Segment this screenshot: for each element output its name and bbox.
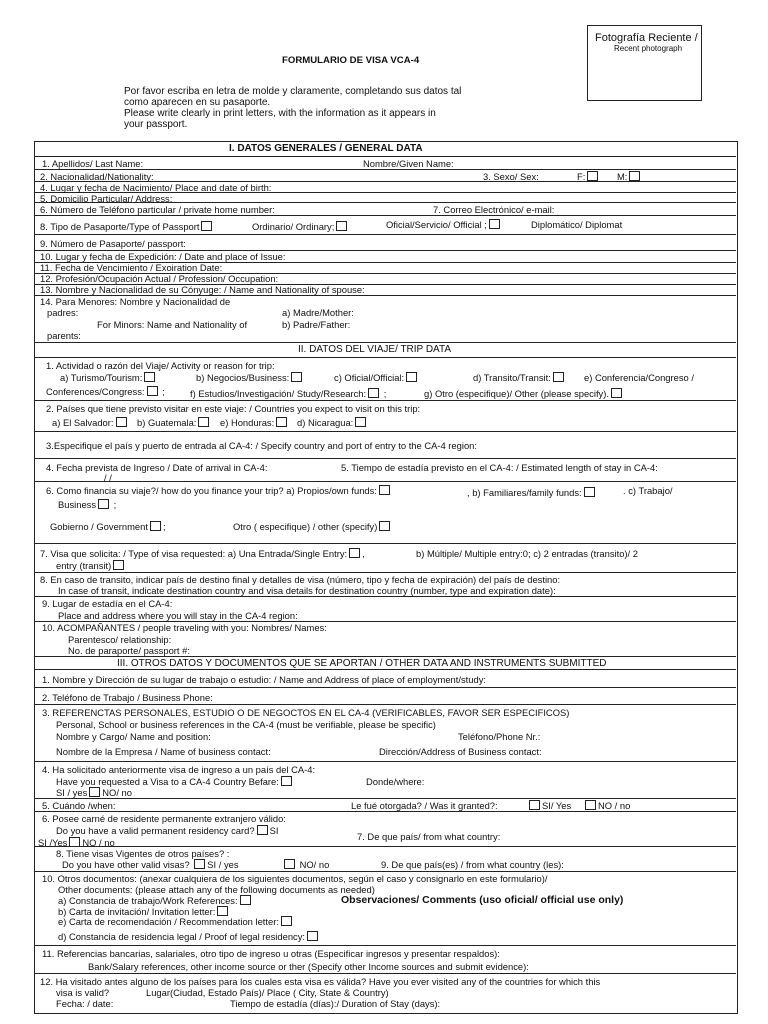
reference-company-label: Nombre de la Empresa / Name of business contact: — [56, 746, 271, 757]
other-visas-label: 8. Tiene visas Vigentes de otros países? : — [56, 848, 230, 859]
residency-country-label: 7. De que país/ from what country: — [357, 831, 501, 842]
expiration-date-label: 11. Fecha de Vencimiento / Exoiration Date: — [40, 262, 223, 273]
country-nicaragua-option[interactable] — [297, 417, 368, 428]
address-label: 5. Domicilio Particular/ Address: — [40, 193, 173, 204]
previous-visa-label-english — [56, 776, 294, 787]
finance-label — [46, 485, 392, 496]
row-divider — [34, 811, 736, 812]
residency-card-yes-checkbox[interactable] — [257, 825, 268, 835]
companions-relationship-label: Parentesco/ relationship: — [68, 634, 172, 645]
country-nicaragua-label: d) Nicaragua: — [297, 417, 354, 428]
section-2-header: II. DATOS DEL VIAJE/ TRIP DATA — [298, 344, 452, 355]
trip-business-option[interactable] — [196, 372, 304, 383]
intro-line: Please write clearly in print letters, with the information as it appears in — [124, 108, 436, 119]
row-divider — [34, 357, 736, 358]
transit-destination-label: 8. En caso de transito, indicar país de destino final y detalles de visa (número, tipo y fecha de expiración) del país de destino: — [40, 574, 561, 585]
intro-line: Por favor escriba en letra de molde y claramente, completando sus datos tal — [124, 86, 462, 97]
trip-tourism-option[interactable] — [60, 372, 157, 383]
trip-conference-option[interactable] — [46, 386, 165, 397]
trip-business-label: b) Negocios/Business: — [196, 372, 290, 383]
passport-official-checkbox[interactable] — [489, 219, 500, 229]
visa-granted-no-label: NO / no — [598, 800, 631, 811]
row-divider — [34, 798, 736, 799]
finance-business-checkbox[interactable] — [98, 499, 109, 509]
row-divider — [34, 400, 736, 401]
photo-label: Fotografía Reciente / — [595, 32, 698, 44]
other-visas-yes-checkbox[interactable] — [194, 859, 205, 869]
other-visas-no-label: NO/ no — [299, 859, 330, 870]
countries-to-visit-label: 2. Países que tiene previsto visitar en este viaje: / Countries you expect to visit on this trip: — [46, 403, 421, 414]
section-1-header: I. DATOS GENERALES / GENERAL DATA — [229, 143, 423, 154]
port-of-entry-label: 3.Especifique el país y puerto de entrada al CA-4: / Specify country and port of entry to the CA-4 region: — [46, 440, 477, 451]
recommendation-letter-option[interactable] — [58, 916, 294, 927]
work-reference-label: a) Constancia de trabajo/Work References: — [58, 895, 238, 906]
visa-transit-option[interactable] — [56, 560, 126, 571]
recommendation-letter-label: e) Carta de recomendación / Recommendation letter: — [58, 916, 279, 927]
semicolon: ; — [162, 386, 165, 397]
semicolon: ; — [331, 221, 335, 232]
country-honduras-label: e) Honduras: — [220, 417, 275, 428]
semicolon: ; — [383, 388, 387, 399]
finance-other-option[interactable] — [233, 521, 392, 532]
reference-address-label: Dirección/Address of Business contact: — [379, 746, 542, 757]
finance-government-checkbox[interactable] — [150, 521, 161, 531]
previous-visa-yes-checkbox[interactable] — [89, 787, 100, 797]
country-el-salvador-option[interactable] — [52, 417, 129, 428]
trip-official-checkbox[interactable] — [406, 372, 417, 382]
row-divider — [34, 431, 736, 432]
residency-card-label-english — [56, 825, 278, 836]
references-label: 3. REFERENCTAS PERSONALES, ESTUDIO O DE NEGOCTOS EN EL CA-4 (VERIFICABLES, FAVOR SER ESPECIFICOS) — [42, 707, 570, 718]
residency-card-no-checkbox[interactable] — [69, 837, 80, 847]
minors-label-english: For Minors: Name and Nationality of — [97, 319, 248, 330]
minors-label: 14. Para Menores: Nombre y Nacionalidad de — [40, 296, 231, 307]
row-divider — [34, 169, 736, 170]
previous-visa-yes-label: SI / yes — [56, 787, 88, 798]
row-divider — [34, 761, 736, 762]
work-reference-option[interactable] — [58, 895, 253, 906]
other-visas-country-label: 9. De que país(es) / from what country (les): — [381, 859, 564, 870]
country-guatemala-label: b) Guatemala: — [137, 417, 197, 428]
home-phone-label: 6. Número de Teléfono particular / private home number: — [40, 204, 275, 215]
birth-place-date-label: 4. Lugar y fecha de Nacimiento/ Place and date of birth: — [40, 182, 272, 193]
row-divider — [34, 945, 736, 946]
country-nicaragua-checkbox[interactable] — [355, 417, 366, 427]
legal-residency-option[interactable] — [58, 931, 320, 942]
trip-study-option[interactable] — [190, 388, 386, 399]
passport-type-text: 8. Tipo de Pasaporte/Type of Passport — [40, 221, 200, 232]
row-divider — [34, 543, 736, 544]
trip-tourism-checkbox[interactable] — [144, 372, 155, 382]
sex-female-checkbox[interactable] — [587, 171, 598, 181]
visa-multiple-entry-label: b) Múltiple/ Multiple entry:0; c) 2 entradas (transito)/ 2 — [416, 548, 638, 559]
row-divider — [34, 704, 736, 705]
invitation-letter-label: b) Carta de invitación/ Invitation letter: — [58, 906, 216, 917]
finance-government-option[interactable] — [50, 521, 166, 532]
visa-single-entry-checkbox[interactable] — [349, 548, 360, 558]
residency-card-yes-label: SI — [269, 825, 279, 836]
visa-transit-checkbox[interactable] — [113, 560, 124, 570]
work-reference-checkbox[interactable] — [240, 895, 251, 905]
finance-work-text: c) Trabajo/ — [628, 485, 673, 496]
residency-card-text: Do you have a valid permanent residency card? — [56, 825, 255, 836]
row-divider — [34, 973, 736, 974]
finance-family-option[interactable] — [467, 487, 597, 498]
trip-official-label: c) Oficial/Official: — [334, 372, 405, 383]
stay-place-label: 9. Lugar de estadía en el CA-4: — [42, 598, 173, 609]
photo-label-english: Recent photograph — [614, 44, 683, 53]
semicolon: ; — [162, 521, 166, 532]
references-label-english: Personal, School or business references in the CA-4 (must be verifiable, please be specific) — [56, 719, 436, 730]
row-divider — [34, 687, 736, 688]
spouse-label: 13. Nombre y Nacionalidad de su Cónyuge: / Name and Nationality of spouse: — [40, 284, 365, 295]
other-visas-label-english — [62, 859, 239, 870]
legal-residency-label: d) Constancia de residencia legal / Proof of legal residency: — [58, 931, 306, 942]
mother-label: a) Madre/Mother: — [282, 307, 354, 318]
workplace-label: 1. Nombre y Dirección de su lugar de trabajo o estudio: / Name and Address of place of employment/study: — [42, 674, 486, 685]
bank-references-label: 11. Referencias bancarias, salariales, otro tipo de ingreso u otras (Especificar ingresos y presentar respaldos): — [42, 948, 500, 959]
given-name-label: Nombre/Given Name: — [363, 158, 454, 169]
trip-study-checkbox[interactable] — [368, 388, 379, 398]
companions-passport-label: No. de paraporte/ passport #: — [68, 645, 190, 656]
previous-visits-place-label: Lugar(Ciudad, Estado País)/ Place ( City, State & Country) — [146, 987, 389, 998]
trip-other-option[interactable] — [424, 388, 624, 399]
residency-card-yes-no-option[interactable] — [38, 837, 115, 848]
row-divider — [34, 215, 736, 216]
row-divider — [34, 234, 736, 235]
finance-government-label: Gobierno / Government — [50, 521, 148, 532]
residency-card-label: 6. Posee carné de residente permanente extranjero válido: — [42, 813, 286, 824]
reference-phone-label: Teléfono/Phone Nr.: — [458, 731, 541, 742]
trip-transit-checkbox[interactable] — [553, 372, 564, 382]
visa-type-text: 7. Visa que solicita: / Type of visa requested: a) Una Entrada/Single Entry: — [40, 548, 348, 559]
other-visas-no-checkbox[interactable] — [284, 859, 295, 869]
previous-visits-duration-label: Tiempo de estadía (días):/ Duration of Stay (days): — [230, 998, 441, 1009]
semicolon: ; — [113, 499, 117, 510]
finance-family-label: b) Familiares/family funds: — [472, 487, 582, 498]
passport-number-label: 9. Número de Pasaporte/ passport: — [40, 238, 186, 249]
trip-other-label: g) Otro (especifique)/ Other (please specify). — [424, 388, 609, 399]
row-divider — [34, 871, 736, 872]
residency-card-no-label: NO / no — [82, 837, 115, 848]
invitation-letter-checkbox[interactable] — [217, 906, 228, 916]
last-name-label: 1. Apellidos/ Last Name: — [42, 158, 144, 169]
comma: , — [362, 548, 365, 559]
business-phone-label: 2. Teléfono de Trabajo / Business Phone: — [42, 692, 213, 703]
trip-reason-label: 1. Actividad o razón del Viaje/ Activity or reason for trip: — [46, 360, 275, 371]
finance-text: 6. Como financia su viaje?/ how do you finance your trip? a) Propios/own funds: — [46, 485, 377, 496]
previous-visa-checkbox[interactable] — [281, 776, 292, 786]
comma: , — [467, 487, 470, 498]
other-documents-label-english: Other documents: (please attach any of the following documents as needed) — [58, 884, 375, 895]
row-divider — [34, 458, 736, 459]
finance-other-label: Otro ( especifique) / other (specify) — [233, 521, 378, 532]
row-divider — [34, 342, 736, 343]
length-of-stay-label: 5. Tiempo de estadía previsto en el CA-4: / Estimated length of stay in CA-4: — [341, 462, 658, 473]
sex-female-option[interactable] — [577, 171, 600, 182]
row-divider — [34, 596, 736, 597]
row-divider — [34, 846, 736, 847]
finance-other-checkbox[interactable] — [379, 521, 390, 531]
visa-granted-yes-option[interactable] — [527, 800, 571, 811]
photo-box — [587, 25, 702, 101]
row-divider — [34, 669, 736, 670]
minors-label: padres: — [47, 307, 79, 318]
previous-visits-valid-label: visa is valid? — [56, 987, 110, 998]
issue-place-date-label: 10. Lugar y fecha de Expedición: / Date and place of Issue: — [40, 251, 286, 262]
arrival-date-slashes: / / — [104, 472, 112, 483]
country-el-salvador-checkbox[interactable] — [116, 417, 127, 427]
trip-transit-option[interactable] — [473, 372, 566, 383]
passport-ordinary-checkbox[interactable] — [336, 221, 347, 231]
intro-line: your passport. — [124, 119, 188, 130]
passport-type-checkbox[interactable] — [201, 221, 212, 231]
country-guatemala-option[interactable] — [137, 417, 211, 428]
dot: . — [623, 485, 626, 496]
row-divider — [34, 481, 736, 482]
finance-business-option[interactable] — [58, 499, 116, 510]
previous-visits-label: 12. Ha visitado antes alguno de los países para los cuales esta visa es válida? Have you ever visited any of the countries for which this — [40, 976, 601, 987]
residency-card-yes-text: SI /Yes — [38, 837, 68, 848]
trip-business-checkbox[interactable] — [291, 372, 302, 382]
country-el-salvador-label: a) El Salvador: — [52, 417, 114, 428]
country-honduras-option[interactable] — [220, 417, 289, 428]
trip-study-label: f) Estudios/Investigación/ Study/Research: — [190, 388, 367, 399]
row-divider — [34, 656, 736, 657]
passport-diplomat-label: Diplomático/ Diplomat — [531, 219, 623, 230]
section-3-header: III. OTROS DATOS Y DOCUMENTOS QUE SE APORTAN / OTHER DATA AND INSTRUMENTS SUBMITTED — [117, 658, 607, 669]
form-title: FORMULARIO DE VISA VCA-4 — [282, 55, 420, 66]
sex-label: 3. Sexo/ Sex: — [483, 171, 539, 182]
visa-granted-label: Le fué otorgada? / Was it granted?: — [351, 800, 498, 811]
passport-type-label — [40, 221, 214, 232]
stay-place-label-english: Place and address where you will stay in the CA-4 region: — [58, 610, 298, 621]
visa-transit-label: entry (transit) — [56, 560, 112, 571]
bank-references-label-english: Bank/Salary references, other income source or ther (Specify other Income sources and submit evidence): — [88, 961, 529, 972]
passport-ordinary-option[interactable] — [252, 221, 349, 232]
reference-name-label: Nombre y Cargo/ Name and position: — [56, 731, 211, 742]
email-label: 7. Correo Electrónico/ e-mail: — [433, 204, 555, 215]
other-visas-yes-label: SI / yes — [207, 859, 239, 870]
previous-visa-where-label: Donde/where: — [366, 776, 425, 787]
passport-ordinary-label: Ordinario/ Ordinary — [252, 221, 332, 232]
other-visas-text: Do you have other valid visas? — [62, 859, 190, 870]
recommendation-letter-checkbox[interactable] — [281, 916, 292, 926]
sex-female-label: F: — [577, 171, 586, 182]
previous-visa-text: Have you requested a Visa to a CA-4 Country Befare: — [56, 776, 279, 787]
minors-label-english: parents: — [47, 330, 81, 341]
sex-male-checkbox[interactable] — [629, 171, 640, 181]
previous-visits-date-label: Fecha: / date: — [56, 998, 114, 1009]
trip-conference-label-english: Conferences/Congress: — [46, 386, 145, 397]
previous-visa-when-label: 5. Cuándo /when: — [42, 800, 116, 811]
row-divider — [34, 156, 736, 157]
nationality-label: 2. Nacionalidad/Nationality: — [40, 171, 154, 182]
legal-residency-checkbox[interactable] — [307, 931, 318, 941]
official-comments-label: Observaciones/ Comments (uso oficial/ official use only) — [341, 894, 624, 906]
country-guatemala-checkbox[interactable] — [198, 417, 209, 427]
trip-official-option[interactable] — [334, 372, 419, 383]
other-visas-no-option[interactable] — [282, 859, 329, 870]
visa-granted-no-option[interactable] — [583, 800, 630, 811]
occupation-label: 12. Profesión/Ocupación Actual / Profession/ Occupation: — [40, 273, 279, 284]
previous-visa-yes-option[interactable] — [56, 787, 132, 798]
row-divider — [34, 572, 736, 573]
trip-conference-label: e) Conferencia/Congreso / — [584, 372, 694, 383]
sex-male-option[interactable] — [617, 171, 642, 182]
sex-male-label: M: — [617, 171, 628, 182]
passport-official-option[interactable] — [386, 219, 502, 230]
country-honduras-checkbox[interactable] — [276, 417, 287, 427]
trip-other-checkbox[interactable] — [611, 388, 622, 398]
transit-destination-label-english: In case of transit, indicate destination country and visa details for destination country (number, type and expiration date): — [58, 585, 556, 596]
passport-official-label: Oficial/Servicio/ Official ; — [386, 219, 487, 230]
trip-transit-label: d) Transito/Transit: — [473, 372, 551, 383]
visa-granted-no-checkbox[interactable] — [585, 800, 596, 810]
other-documents-label: 10. Otros documentos: (anexar cualquiera de los siguientes documentos, según el caso y consignarlo en este formulario)/ — [42, 873, 548, 884]
intro-line: como aparecen en su pasaporte. — [124, 97, 271, 108]
finance-family-checkbox[interactable] — [584, 487, 595, 497]
visa-type-label — [40, 548, 365, 559]
previous-visa-no-label: NO/ no — [102, 787, 132, 798]
finance-work-label — [623, 485, 673, 496]
previous-visa-label: 4. Ha solicitado anteriormente visa de ingreso a un país del CA-4: — [42, 764, 316, 775]
arrival-date-label: 4. Fecha prevista de Ingreso / Date of arrival in CA-4: — [46, 462, 268, 473]
trip-tourism-label: a) Turismo/Tourism: — [60, 372, 143, 383]
companions-label: 10. ACOMPAÑANTES / people traveling with you: Nombres/ Names: — [42, 622, 327, 633]
visa-granted-yes-checkbox[interactable] — [529, 800, 540, 810]
finance-own-funds-checkbox[interactable] — [379, 485, 390, 495]
visa-granted-yes-label: SI/ Yes — [542, 800, 572, 811]
father-label: b) Padre/Father: — [282, 319, 351, 330]
finance-business-label: Business — [58, 499, 97, 510]
trip-conference-checkbox[interactable] — [147, 386, 158, 396]
